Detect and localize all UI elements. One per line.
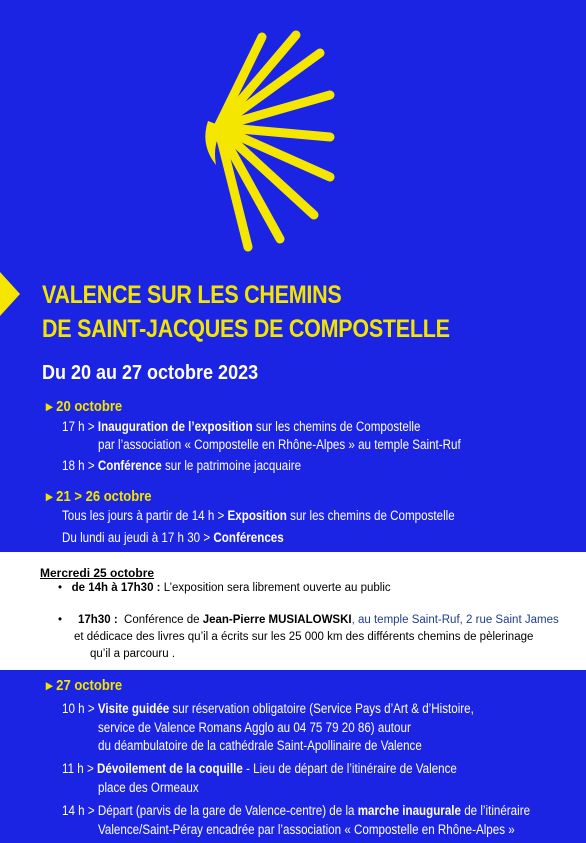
bullet-2: • 17h30 : Conférence de Jean-Pierre MUSIALOWSKI, au temple Saint-Ruf, 2 rue Saint James: [58, 614, 559, 626]
sec3-line-4: 11 h > Dévoilement de la coquille - Lieu de départ de l’itinéraire de Valence: [62, 761, 457, 776]
title-line-1: VALENCE SUR LES CHEMINS: [42, 281, 342, 309]
mercredi-insert: [0, 552, 586, 670]
sec3-line-2: service de Valence Romans Agglo au 04 75 79 20 86) autour: [98, 720, 411, 735]
bullet-1: • de 14h à 17h30 : L’exposition sera librement ouverte au public: [58, 582, 391, 594]
sec3-line-3: du déambulatoire de la cathédrale Saint-Apollinaire de Valence: [98, 738, 422, 753]
poster-bottom: [0, 670, 586, 843]
sec1-line-3: 18 h > Conférence sur le patrimoine jacquaire: [62, 458, 302, 473]
sec1-line-1: 17 h > Inauguration de l’exposition sur les chemins de Compostelle: [62, 419, 421, 434]
sec3-line-6: 14 h > Départ (parvis de la gare de Valence-centre) de la marche inaugurale de l’itinéraire: [62, 803, 531, 818]
scallop-shell-icon: [190, 15, 340, 255]
event-dates: Du 20 au 27 octobre 2023: [42, 362, 259, 384]
title-line-2: DE SAINT-JACQUES DE COMPOSTELLE: [42, 315, 450, 343]
bullet-icon: •: [58, 582, 63, 594]
bullet-icon: •: [58, 614, 63, 626]
section-27-octobre: ▸ 27 octobre: [46, 678, 123, 694]
triangle-arrow-icon: [0, 272, 20, 316]
sec2-line-2: Du lundi au jeudi à 17 h 30 > Conférences: [62, 530, 284, 545]
sec1-line-2: par l’association « Compostelle en Rhône-Alpes » au temple Saint-Ruf: [98, 437, 461, 452]
section-20-octobre: ▸ 20 octobre: [46, 399, 123, 415]
bullet-2-line-2: et dédicace des livres qu’il a écrits sur les 25 000 km des différents chemins de pèlerinage: [74, 631, 534, 643]
sec2-line-1: Tous les jours à partir de 14 h > Exposition sur les chemins de Compostelle: [62, 508, 455, 523]
mercredi-heading: Mercredi 25 octobre: [40, 566, 155, 580]
bullet-2-line-3: qu’il a parcouru .: [90, 648, 176, 660]
sec3-line-1: 10 h > Visite guidée sur réservation obligatoire (Service Pays d’Art & d’Histoire,: [62, 701, 474, 716]
section-21-26-octobre: ▸ 21 > 26 octobre: [46, 489, 152, 505]
sec3-line-7: Valence/Saint-Péray encadrée par l’association « Compostelle en Rhône-Alpes »: [98, 822, 515, 837]
sec3-line-5: place des Ormeaux: [98, 780, 199, 795]
